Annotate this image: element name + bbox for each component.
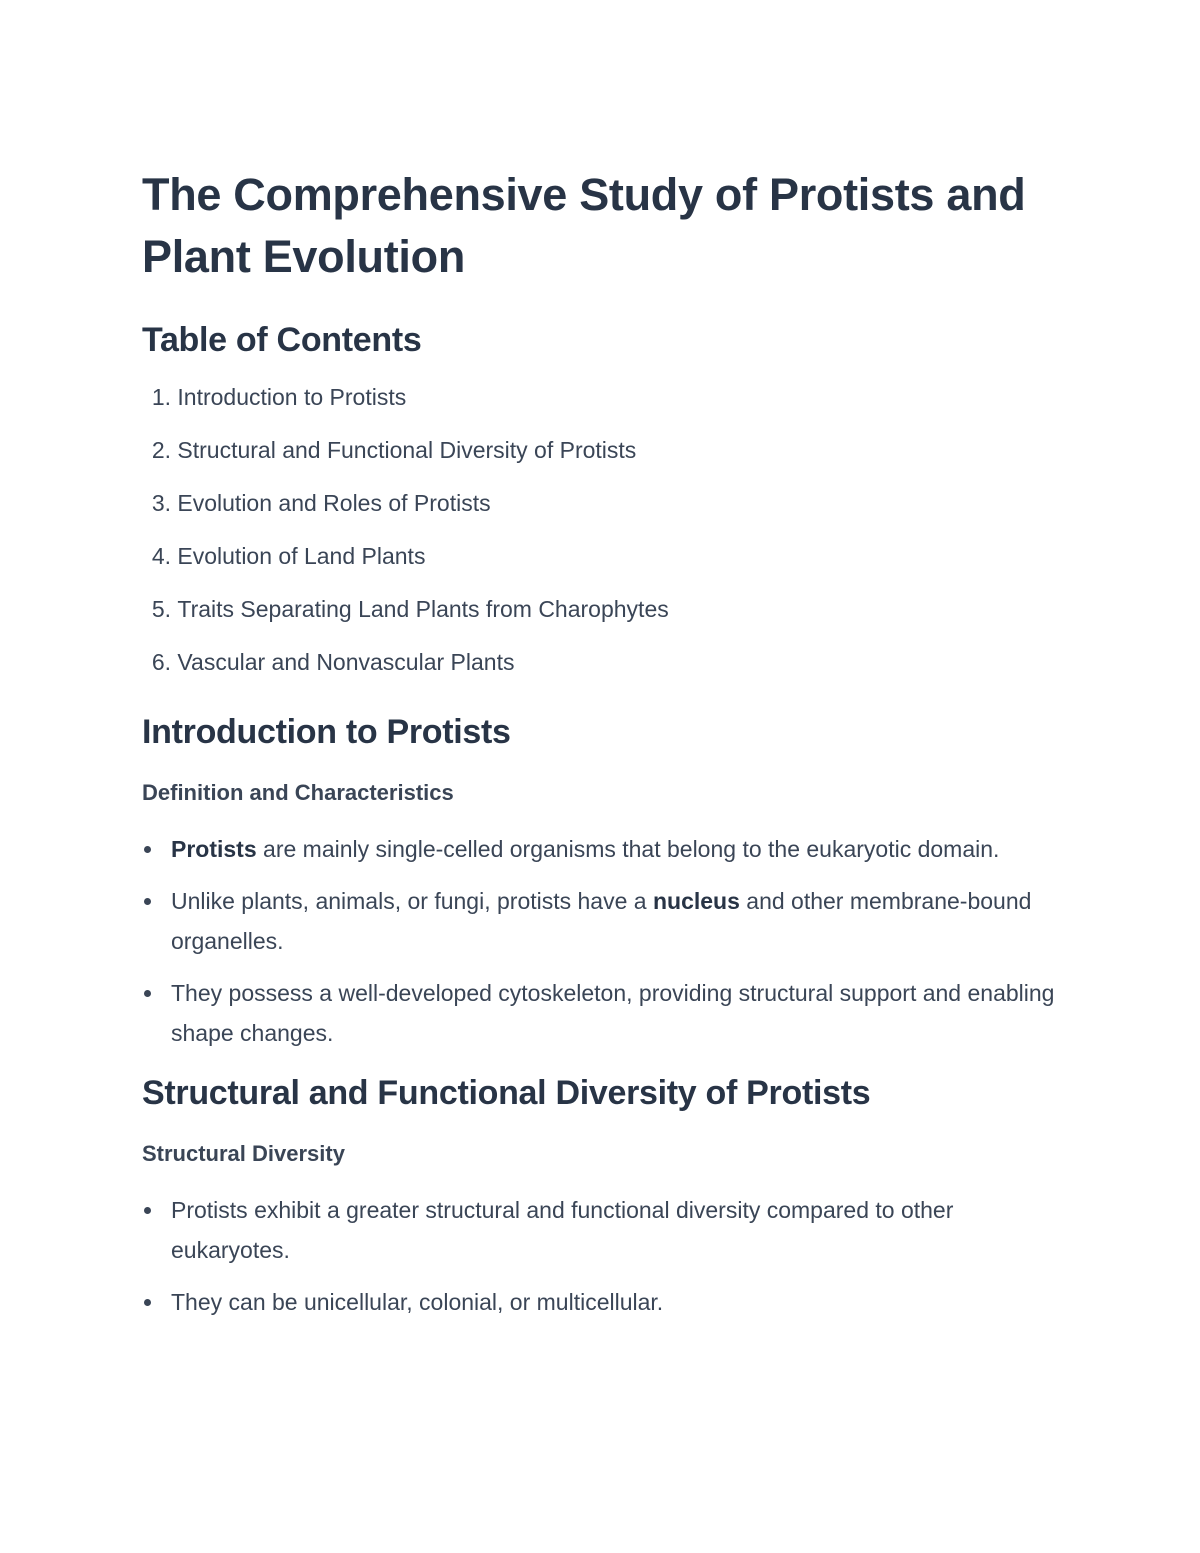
toc-item[interactable]: [142, 382, 1072, 435]
subsection-heading-structural: Structural Diversity: [142, 1141, 345, 1166]
bullet-dot-icon: [144, 846, 151, 853]
section-heading-introduction: Introduction to Protists: [142, 713, 511, 751]
toc-heading: Table of Contents: [142, 321, 422, 359]
toc-item-label: Evolution of Land Plants: [177, 543, 426, 569]
toc-item-label: Vascular and Nonvascular Plants: [177, 649, 515, 675]
list-item: [142, 829, 1072, 869]
bullet-dot-icon: [144, 1207, 151, 1214]
list-item-text: Unlike plants, animals, or fungi, protists have a: [171, 888, 653, 914]
list-item: [142, 881, 1072, 961]
toc-item-label: Introduction to Protists: [177, 384, 407, 410]
toc-item[interactable]: [142, 435, 1072, 488]
toc-item[interactable]: [142, 541, 1072, 594]
list-item-text: are mainly single-celled organisms that belong to the eukaryotic domain.: [256, 836, 1000, 862]
toc-item-number: 6.: [151, 649, 171, 675]
toc-item-label: Traits Separating Land Plants from Charophytes: [177, 596, 669, 622]
bullet-list-structural: [142, 1190, 1072, 1322]
subsection-heading-definition: Definition and Characteristics: [142, 780, 454, 805]
list-item: [142, 1190, 1072, 1270]
bold-term: nucleus: [652, 888, 740, 914]
list-item-text: and other membrane-bound organelles.: [171, 888, 1032, 954]
toc-item-number: 4.: [151, 543, 171, 569]
list-item-text: They possess a well-developed cytoskeleton, providing structural support and enabling shape changes.: [171, 980, 1055, 1046]
toc-item[interactable]: [142, 488, 1072, 541]
list-item-text: Protists exhibit a greater structural and functional diversity compared to other eukaryotes.: [171, 1197, 954, 1263]
toc-item-number: 1.: [151, 384, 171, 410]
list-item: [142, 1282, 1072, 1322]
toc-item-number: 5.: [151, 596, 171, 622]
list-item-text: They can be unicellular, colonial, or multicellular.: [171, 1289, 664, 1315]
bold-term: Protists: [171, 836, 257, 862]
document-title: The Comprehensive Study of Protists and Plant Evolution: [142, 169, 1026, 282]
toc-item-number: 3.: [151, 490, 171, 516]
toc-item-label: Evolution and Roles of Protists: [177, 490, 491, 516]
bullet-dot-icon: [144, 898, 151, 905]
bullet-dot-icon: [144, 1299, 151, 1306]
bullet-dot-icon: [144, 990, 151, 997]
list-item: [142, 973, 1072, 1053]
section-heading-diversity: Structural and Functional Diversity of Protists: [142, 1074, 871, 1112]
toc-item[interactable]: [142, 647, 1072, 700]
toc-item[interactable]: [142, 594, 1072, 647]
bullet-list-definition: [142, 829, 1072, 1053]
table-of-contents: [142, 382, 1072, 700]
toc-item-label: Structural and Functional Diversity of Protists: [177, 437, 637, 463]
document-page: [142, 164, 1072, 1334]
toc-item-number: 2.: [151, 437, 171, 463]
